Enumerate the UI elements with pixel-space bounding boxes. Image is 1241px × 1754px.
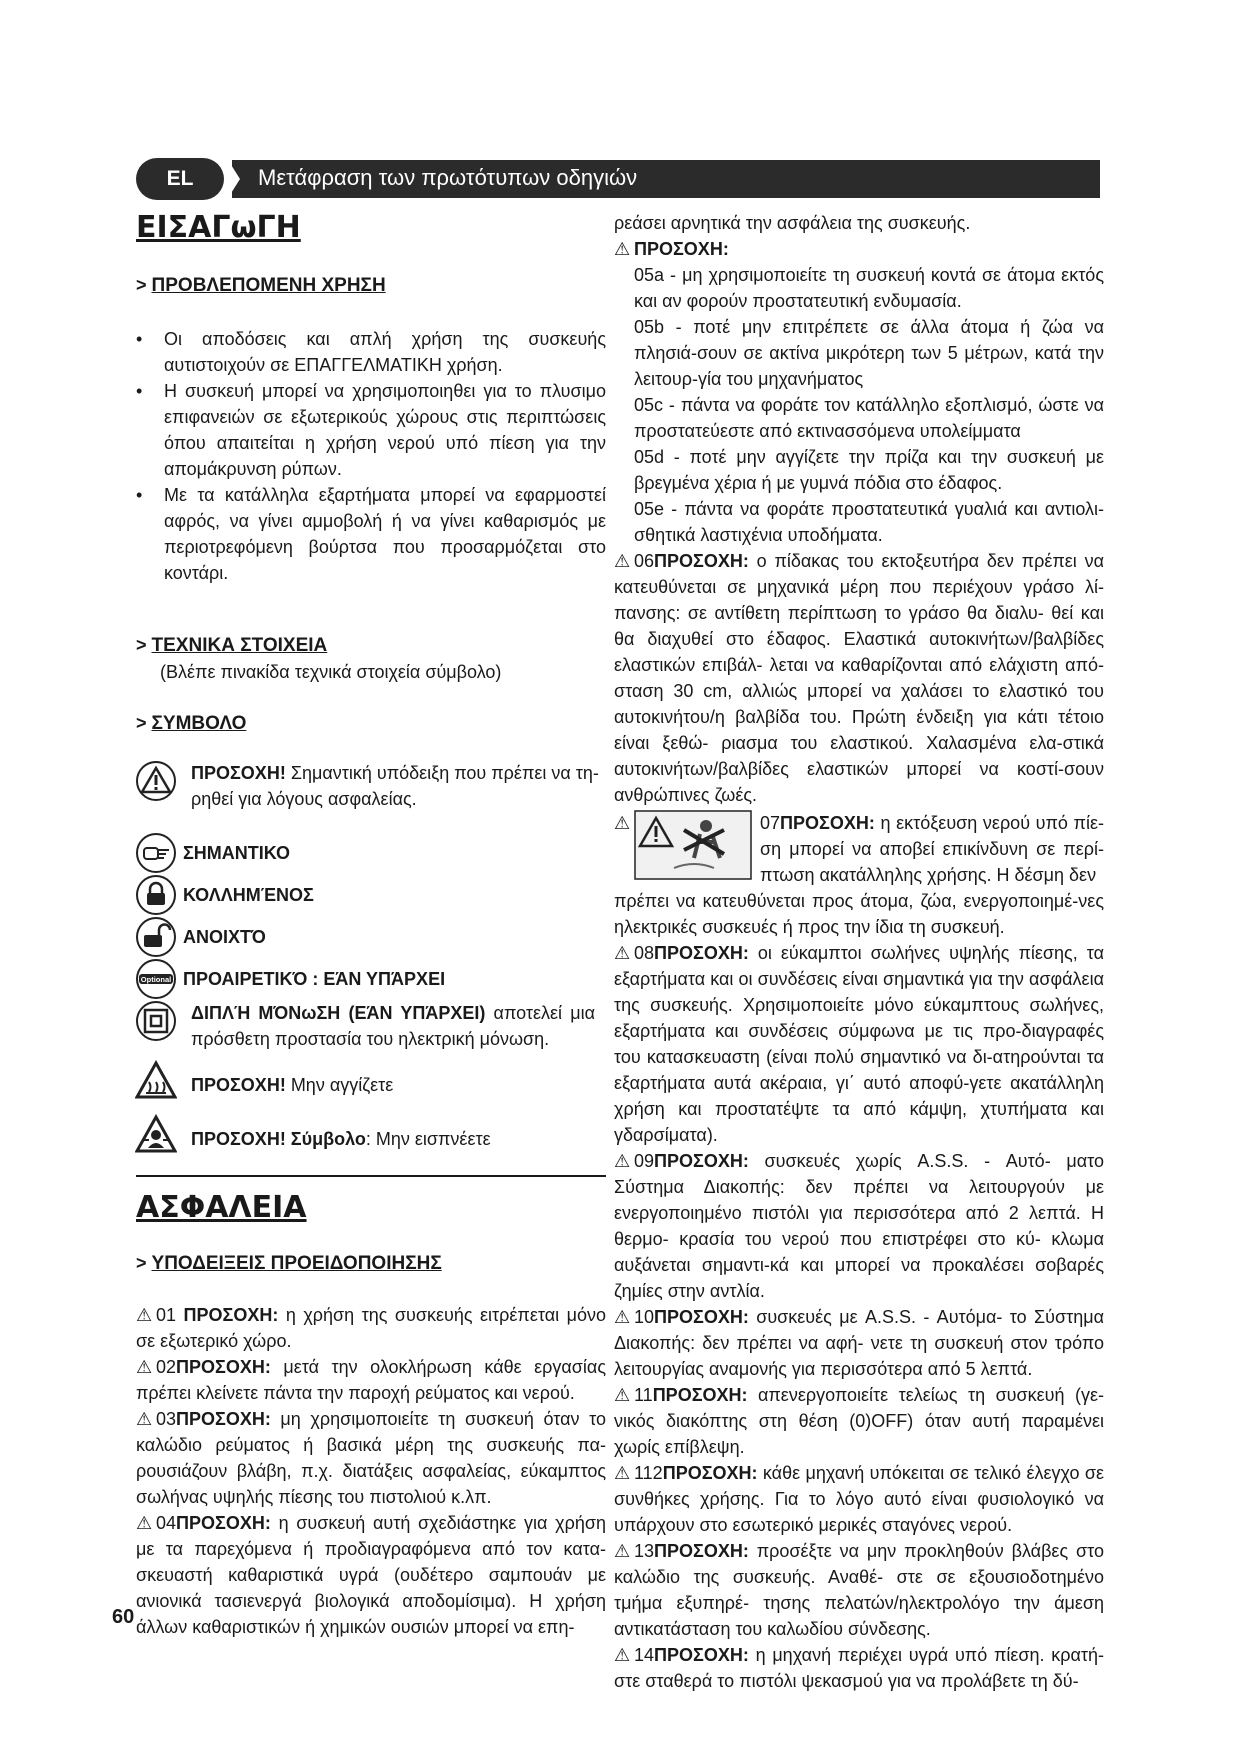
warning-item: ⚠ 02ΠΡΟΣΟΧΗ: μετά την ολοκλήρωση κάθε εργασίας πρέπει κλείνετε πάντα την παροχή ρεύματος και νερού. bbox=[136, 1357, 606, 1403]
list-item: 05b - ποτέ μην επιτρέπετε σε άλλα άτομα ή ζώα να πλησιά-σουν σε ακτίνα μικρότερη των 5 μέτρων, κατά την λειτουρ-γία του μηχανήματος bbox=[634, 317, 1104, 389]
optional-icon-label: Optional bbox=[140, 975, 172, 984]
warning-item: ⚠ 01 ΠΡΟΣΟΧΗ: η χρήση της συσκευής ειτρέπεται μόνο σε εξωτερικό χώρο. bbox=[136, 1305, 606, 1351]
intended-use-list bbox=[136, 326, 606, 586]
symbols-heading: ΣΥΜΒΟΛΟ bbox=[151, 713, 247, 734]
list-item: • Η συσκευή μπορεί να χρησιμοποιηθει για το πλυσιμο επιφανειών σε εξωτερικούς χώρους στις περιπτώσεις όπου απαιτείται η χρήση νερού υπό πίεση για την απομάκρυνση ρύπων. bbox=[136, 381, 606, 479]
tech-section: > ΤΕΧΝΙΚΑ ΣΤΟΙΧΕΙΑ (Βλέπε πινακίδα τεχνικά στοιχεία σύμβολο) bbox=[136, 632, 606, 685]
section-divider bbox=[136, 1175, 606, 1177]
intro-title: ΕΙΣΑΓωΓΗ bbox=[136, 210, 301, 245]
left-column bbox=[136, 210, 606, 245]
list-item: 05e - πάντα να φοράτε προστατευτικά γυαλιά και αντιολι-σθητικά λαστιχένια υποδήματα. bbox=[634, 499, 1104, 545]
double-insulation-icon bbox=[135, 1000, 177, 1042]
symbol-row: ΠΡΟΣΟΧΗ! Μην αγγίζετε bbox=[135, 1060, 393, 1102]
list-item: • Οι αποδόσεις και απλή χρήση της συσκευής αυτιστοιχούν σε ΕΠΑΓΓΕΛΜΑΤΙΚΗ χρήση. bbox=[136, 329, 606, 375]
warning-item: ⚠ 11ΠΡΟΣΟΧΗ: απενεργοποιείτε τελείως τη συσκευή (γε-νικός διακόπτης στη θέση (0)OFF) όταν αυτή παραμένει χωρίς επίβλεψη. bbox=[614, 1385, 1104, 1457]
w05-list bbox=[614, 262, 1104, 548]
symbol-row: ΠΡΟΣΟΧΗ! Σημαντική υπόδειξη που πρέπει να τη-ρηθεί για λόγους ασφαλείας. bbox=[135, 760, 605, 812]
list-item: 05a - μη χρησιμοποιείτε τη συσκευή κοντά σε άτομα εκτός και αν φορούν προστατευτική ενδυμασία. bbox=[634, 265, 1104, 311]
intro-line: ρεάσει αρνητικά την ασφάλεια της συσκευής. bbox=[614, 213, 971, 233]
warning-item: ⚠ 03ΠΡΟΣΟΧΗ: μη χρησιμοποιείτε τη συσκευή όταν το καλώδιο ρεύματος ή βασικά μέρη της συσκευής πα-ρουσιάζουν βλάβη, π.χ. διατάξεις ασφαλείας, εύκαμπτος σωλήνας υψηλής πίεσης του πιστολιού κ.λπ. bbox=[136, 1409, 606, 1507]
symbol-row: ΑΝΟΙΧΤΌ bbox=[135, 916, 266, 958]
safety-title: ΑΣΦΑΛΕΙΑ bbox=[136, 1190, 307, 1225]
right-column bbox=[614, 210, 1104, 1694]
no-inhale-icon bbox=[135, 1114, 177, 1156]
warnings-section: > ΥΠΟΔΕΙΞΕΙΣ ΠΡΟΕΙΔΟΠΟΙΗΣΗΣ bbox=[136, 1253, 442, 1274]
optional-icon bbox=[135, 958, 177, 1000]
language-badge bbox=[136, 158, 224, 200]
warning-icon bbox=[135, 760, 177, 802]
w05-title: ⚠ ΠΡΟΣΟΧΗ: bbox=[614, 239, 729, 259]
intended-use-heading: ΠΡΟΒΛΕΠΟΜΕΝΗ ΧΡΗΣΗ bbox=[151, 275, 386, 296]
language-code: EL bbox=[166, 167, 194, 190]
list-item: 05d - ποτέ μην αγγίζετε την πρίζα και την συσκευή με βρεγμένα χέρια ή με γυμνά πόδια στο έδαφος. bbox=[634, 447, 1104, 493]
page-number: 60 bbox=[112, 1606, 135, 1628]
warning-item: ⚠ 13ΠΡΟΣΟΧΗ: προσέξτε να μην προκληθούν βλάβες στο καλώδιο της συσκευής. Αναθέ- στε σε εξουσιοδοτημένο τμήμα εξυπηρέ- τησης πελατών/ηλεκτρολόγο την άμεση αντικατάσταση του καλωδίου σύνδεσης. bbox=[614, 1541, 1104, 1639]
warning-item-07: ⚠ 07ΠΡΟΣΟΧΗ: η εκτόξευση νερού υπό πίε-ση μπορεί να αποβεί επικίνδυνη σε περί-πτωση ακατάλληλης χρήσης. Η δέσμη δεν bbox=[614, 810, 1104, 888]
symbol-row: ΣΗΜΑΝΤΙΚΟ bbox=[135, 832, 290, 874]
tech-text: (Βλέπε πινακίδα τεχνικά στοιχεία σύμβολο) bbox=[160, 662, 502, 682]
unlocked-icon bbox=[135, 916, 177, 958]
warning-item: ⚠ 112ΠΡΟΣΟΧΗ: κάθε μηχανή υπόκειται σε τελικό έλεγχο σε συνθήκες χρήσης. Για το λόγο αυτό είναι φυσιολογικό να υπάρχουν στο εσωτερικό μερικές σταγόνες νερού. bbox=[614, 1463, 1104, 1535]
symbol-row: ΠΡΟΣΟΧΗ! Σύμβολο: Μην εισπνέετε bbox=[135, 1114, 491, 1156]
symbols-section: > ΣΥΜΒΟΛΟ bbox=[136, 713, 247, 734]
warning-item: ⚠ 14ΠΡΟΣΟΧΗ: η μηχανή περιέχει υγρά υπό πίεση. κρατή-στε σταθερά το πιστόλι ψεκασμού για να προλάβετε τη δύ- bbox=[614, 1645, 1104, 1691]
tech-heading: ΤΕΧΝΙΚΑ ΣΤΟΙΧΕΙΑ bbox=[151, 635, 328, 656]
header-title: Μετάφραση των πρωτότυπων οδηγιών bbox=[258, 165, 638, 190]
symbol-row: ΚΟΛΛΗΜΈΝΟΣ bbox=[135, 874, 314, 916]
warnings-heading: ΥΠΟΔΕΙΞΕΙΣ ΠΡΟΕΙΔΟΠΟΙΗΣΗΣ bbox=[151, 1253, 442, 1274]
warning-item: ⚠ 04ΠΡΟΣΟΧΗ: η συσκευή αυτή σχεδιάστηκε για χρήση με τα παρεχόμενα ή προδιαγραφόμενα από τον κατα-σκευαστή καθαριστικά υγρά (ουδέτερο σαμπουάν με ανιονικά τασιενεργά βιολογικά αποδομίσιμα). Η χρήση άλλων καθαριστικών ή χημικών ουσιών μπορεί να επη- bbox=[136, 1513, 606, 1637]
symbol-row: ΔΙΠΛΉ ΜΌΝωΣΗ (ΕΆΝ ΥΠΆΡΧΕΙ) αποτελεί μια πρόσθετη προστασία του ηλεκτρική μόνωση. bbox=[135, 1000, 605, 1052]
warning-item: ⚠ 09ΠΡΟΣΟΧΗ: συσκευές χωρίς A.S.S. - Αυτό- ματο Σύστημα Διακοπής: δεν πρέπει να λειτουργούν με ενεργοποιημένο πιστόλι για περισσότερα από 2 λεπτά. Η θερμο- κρασία του νερού που επιστρέφει στο κύ- κλωμα αυξάνεται σημαντι-κά και μπορεί να προκαλέσει σοβαρές ζημίες στην αντλία. bbox=[614, 1151, 1104, 1301]
warning-item: ⚠ 08ΠΡΟΣΟΧΗ: οι εύκαμπτοι σωλήνες υψηλής πίεσης, τα εξαρτήματα και οι συνδέσεις είναι σημαντικά για την ασφάλεια της συσκευής. Χρησιμοποιείτε μόνο εύκαμπτους σωλήνες, εξαρτήματα και συνδέσεις σύμφωνα με τις προ-διαγραφές του κατασκευαστη (είναι πολύ σημαντικό να δι-ατηρούνται τα εξαρτήματα αυτά ακέραια, γι΄ αυτό αποφύ-γετε ακατάλληλη χρήση και προστατέψτε τα από κάμψη, χτυπήματα και γδαρσίματα). bbox=[614, 943, 1104, 1145]
pointing-hand-icon bbox=[135, 832, 177, 874]
warnings-list-left bbox=[136, 1302, 606, 1640]
warning-item: ⚠ 10ΠΡΟΣΟΧΗ: συσκευές με A.S.S. - Αυτόμα- το Σύστημα Διακοπής: δεν πρέπει να αφή- νετε τη συσκευή στον τρόπο λειτουργίας αναμονής για περισσότερα από 5 λεπτά. bbox=[614, 1307, 1104, 1379]
spray-hazard-icon bbox=[634, 810, 752, 880]
locked-icon bbox=[135, 874, 177, 916]
hot-surface-icon bbox=[135, 1060, 177, 1102]
symbol-row: Optional ΠΡΟΑΙΡΕΤΙΚΌ : ΕΆΝ ΥΠΆΡΧΕΙ bbox=[135, 958, 445, 1000]
list-item: 05c - πάντα να φοράτε τον κατάλληλο εξοπλισμό, ώστε να προστατεύεστε από εκτινασσόμενα υπολείμματα bbox=[634, 395, 1104, 441]
intended-use-section: > ΠΡΟΒΛΕΠΟΜΕΝΗ ΧΡΗΣΗ bbox=[136, 275, 386, 296]
w07-rest: πρέπει να κατευθύνεται προς άτομα, ζώα, ενεργοποιημέ-νες ηλεκτρικές συσκευές ή προς την ίδια τη συσκευή. bbox=[614, 891, 1104, 937]
list-item: • Με τα κατάλληλα εξαρτήματα μπορεί να εφαρμοστεί αφρός, να γίνει αμμοβολή ή να γίνει καθαρισμός με περιοτρεφόμενη βούρτσα που προσαρμόζεται στο κοντάρι. bbox=[136, 485, 606, 583]
header-band-notch bbox=[228, 160, 240, 198]
warning-item: ⚠ 06ΠΡΟΣΟΧΗ: ο πίδακας του εκτοξευτήρα δεν πρέπει να κατευθύνεται σε μηχανικά μέρη που περιέχουν γράσο λί-πανσης: σε αντίθετη περίπτωση το γράσο θα διαλυ- θεί και θα διαχυθεί στο έδαφος. Ελαστικά αυτοκινήτων/βαλβίδες ελαστικών επιβάλ- λεται να καθαρίζονται από ελάχιστη από- σταση 30 cm, αλλιώς μπορεί να χαλάσει το ελαστικό του αυτοκινήτου/η βαλβίδα του. Πρώτη ένδειξη για κάτι τέτοιο είναι ξεθώ- ριασμα του ελαστικού. Χαλασμένα ελα-στικά αυτοκινήτων/βαλβίδες ελαστικών μπορεί να κοστί-σουν ανθρώπινες ζωές. bbox=[614, 551, 1104, 805]
safety-title-wrap bbox=[136, 1190, 606, 1225]
